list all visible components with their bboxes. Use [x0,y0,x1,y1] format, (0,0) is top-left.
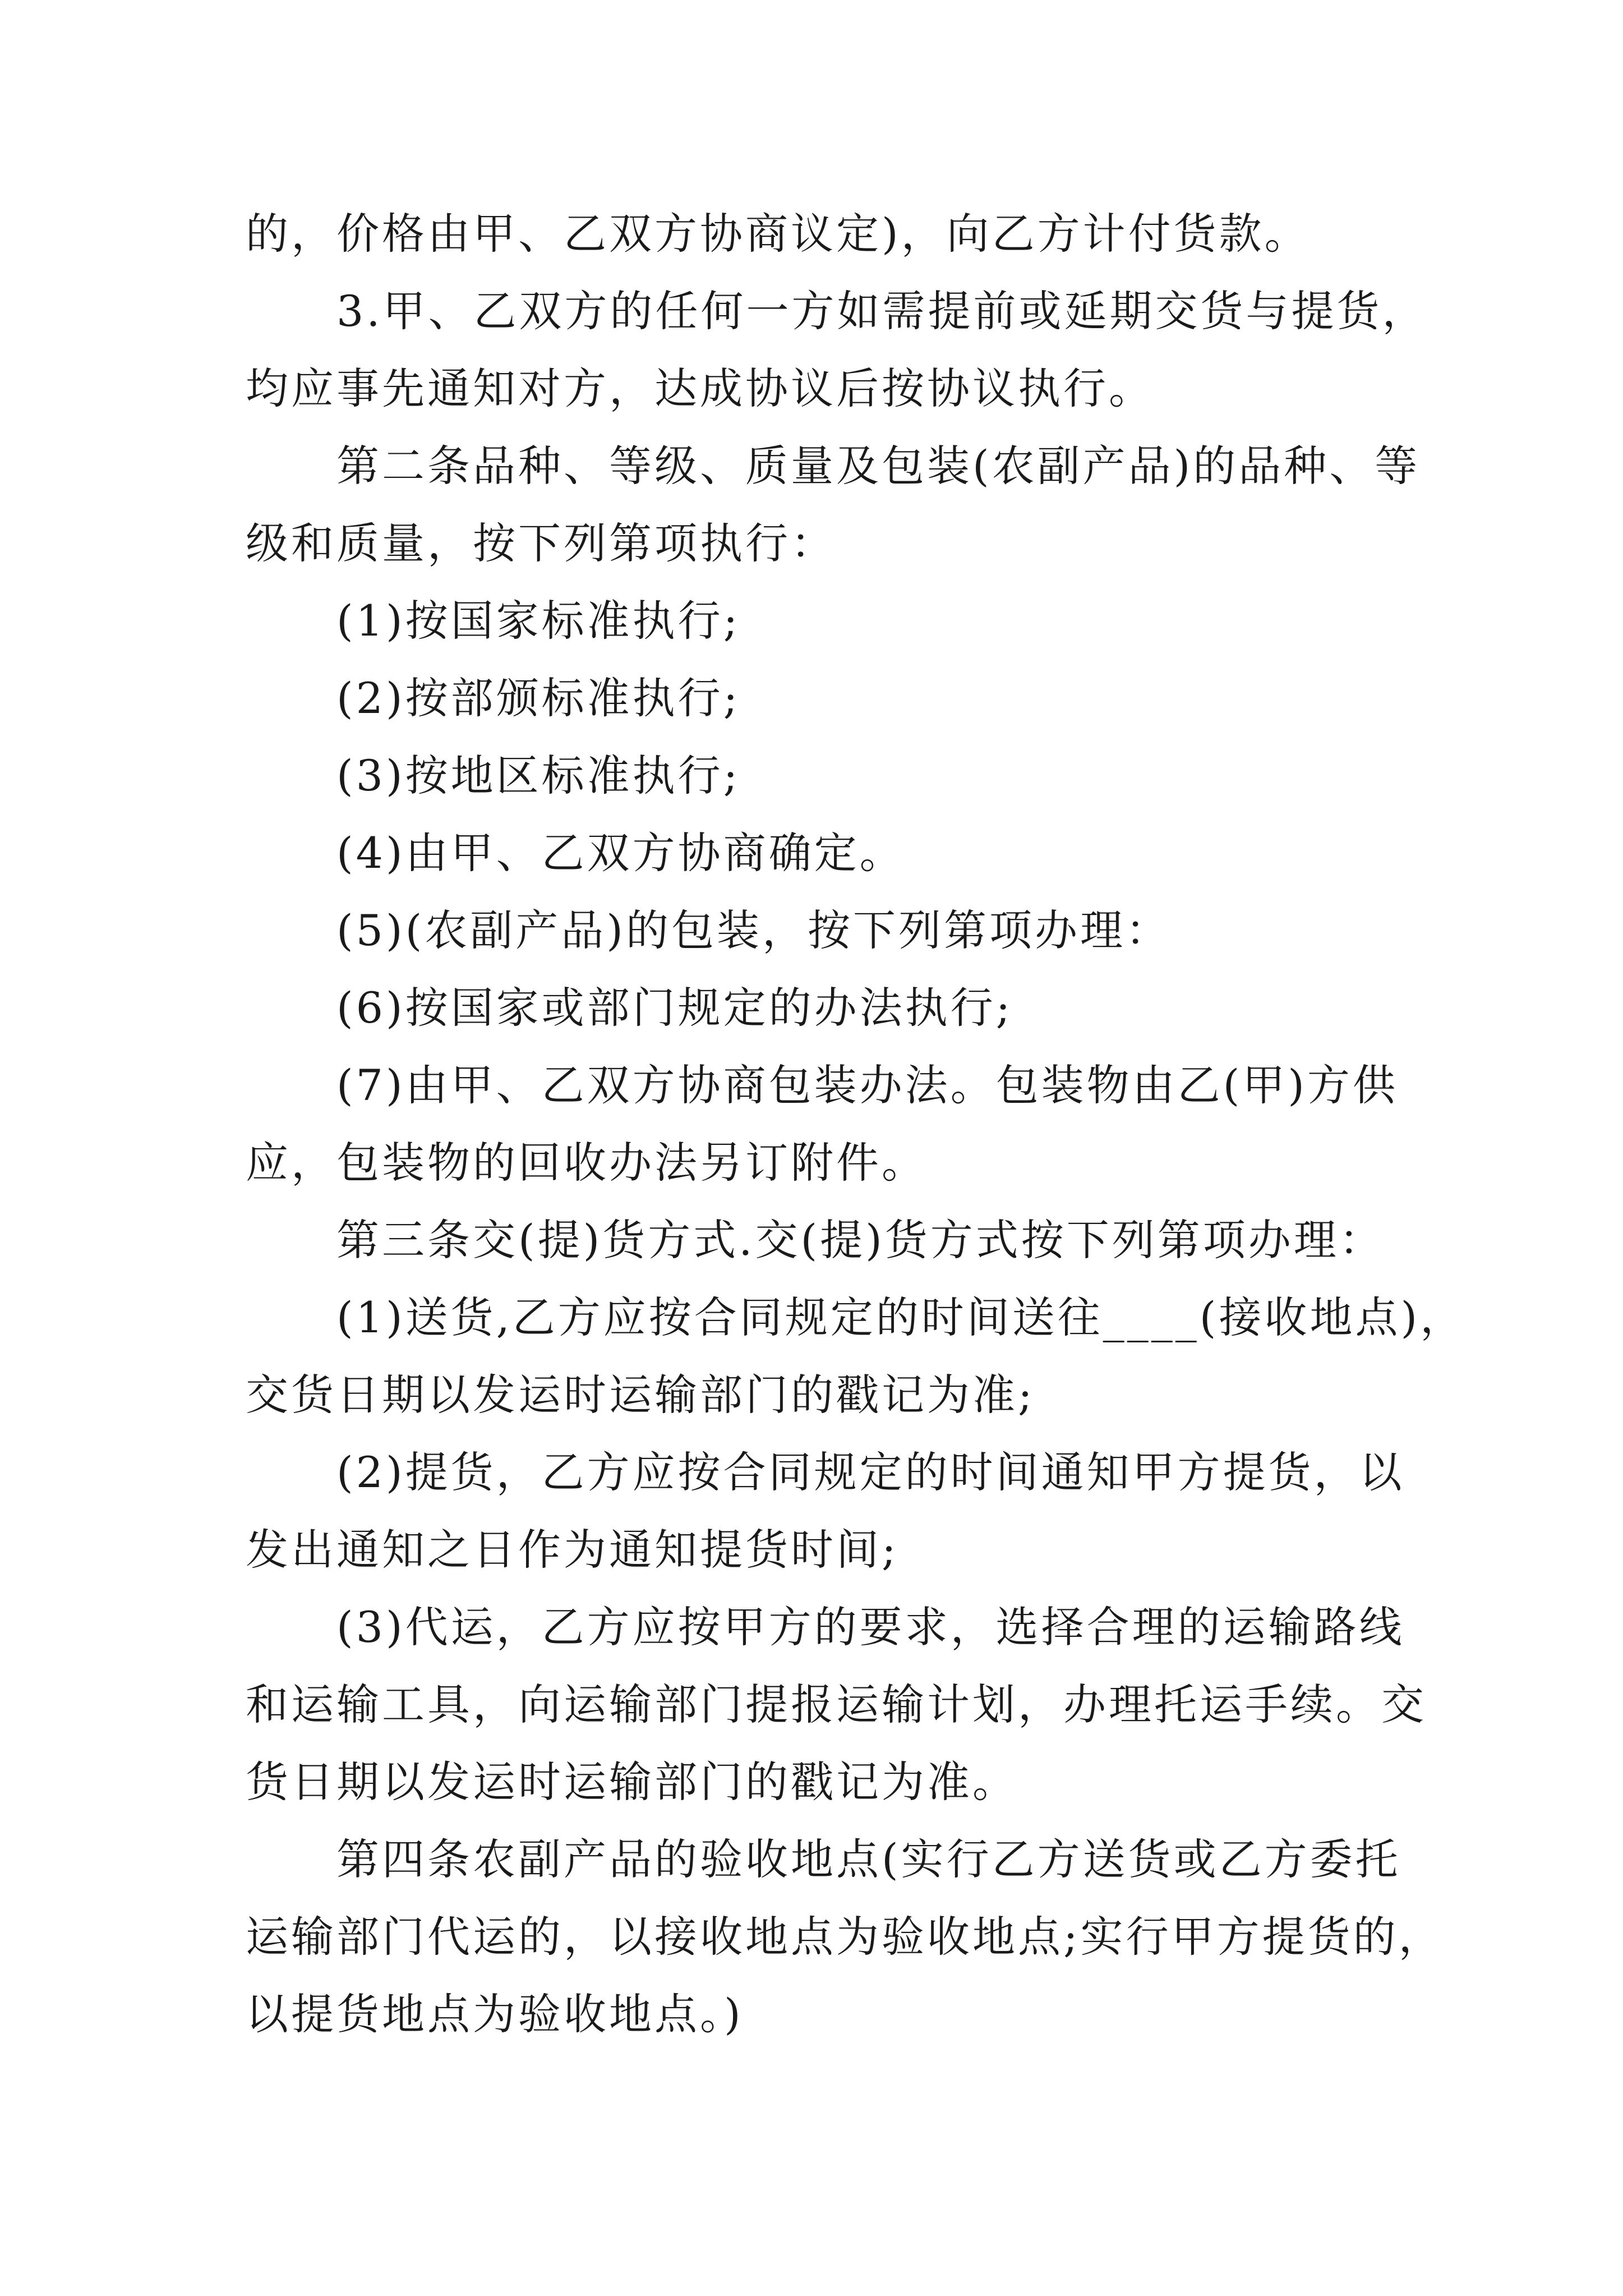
text-line: 货日期以发运时运输部门的戳记为准。 [246,1757,1018,1807]
text-line: 的，价格由甲、乙双方协商议定)，向乙方计付货款。 [246,209,1310,259]
text-line: (2)提货，乙方应按合同规定的时间通知甲方提货，以 [336,1447,1405,1497]
text-line: 第四条农副产品的验收地点(实行乙方送货或乙方委托 [336,1834,1401,1884]
text-line: (6)按国家或部门规定的办法执行; [336,983,1013,1033]
text-line: (3)按地区标准执行; [336,751,741,800]
text-line: 第二条品种、等级、质量及包装(农副产品)的品种、等 [336,441,1421,491]
text-line: (2)按部颁标准执行; [336,673,741,723]
text-line: 发出通知之日作为通知提货时间; [246,1525,899,1575]
text-line: 交货日期以发运时运输部门的戳记为准; [246,1370,1035,1420]
text-line: (1)送货,乙方应按合同规定的时间送往____(接收地点)， [336,1292,1466,1342]
text-line: (4)由甲、乙双方协商确定。 [336,828,905,878]
text-line: 3.甲、乙双方的任何一方如需提前或延期交货与提货， [336,286,1428,336]
text-line: 应，包装物的回收办法另订附件。 [246,1138,927,1188]
text-line: 和运输工具，向运输部门提报运输计划，办理托运手续。交 [246,1680,1427,1729]
text-line: (1)按国家标准执行; [336,596,741,646]
text-line: 均应事先通知对方，达成协议后按协议执行。 [246,364,1154,413]
text-line: 第三条交(提)货方式.交(提)货方式按下列第项办理： [336,1215,1385,1265]
text-line: (7)由甲、乙双方协商包装办法。包装物由乙(甲)方供 [336,1060,1398,1110]
text-line: 级和质量，按下列第项执行： [246,518,836,568]
text-line: (3)代运，乙方应按甲方的要求，选择合理的运输路线 [336,1602,1405,1652]
document-body [246,195,1466,2053]
text-line: 以提货地点为验收地点。) [246,1989,744,2039]
text-line: (5)(农副产品)的包装，按下列第项办理： [336,905,1171,955]
text-line: 运输部门代运的，以接收地点为验收地点;实行甲方提货的， [246,1912,1444,1962]
